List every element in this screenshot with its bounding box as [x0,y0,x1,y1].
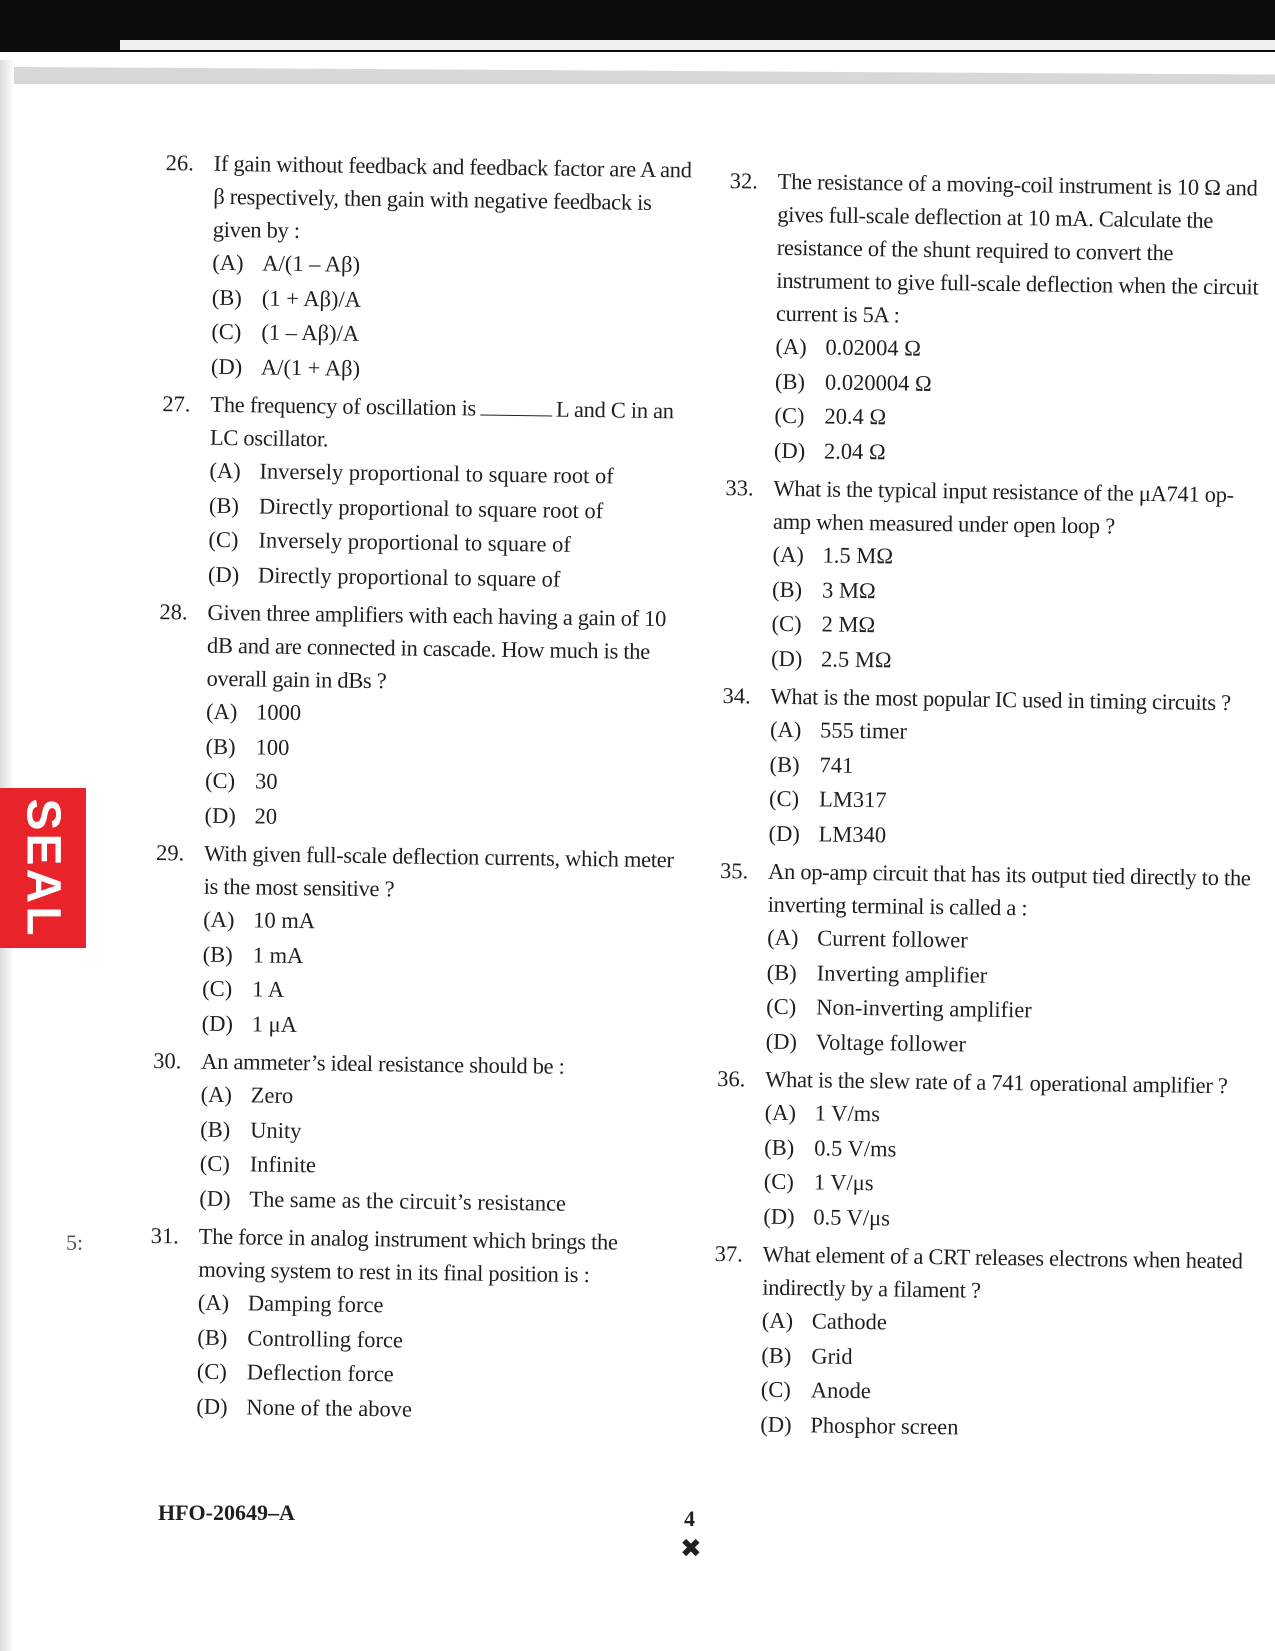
answer-option [763,1199,1247,1240]
option-text: Grid [811,1342,853,1369]
option-label: (B) [200,1116,231,1142]
option-label: (A) [775,333,807,360]
option-text: Zero [250,1082,294,1108]
option-text: 0.5 V/ms [814,1134,897,1162]
option-text: Directly proportional to square of [257,561,561,592]
question-text: If gain without feedback and feedback factor are A and β respectively, then gain with negative feedback is given by : [212,150,692,243]
option-text: Deflection force [246,1359,394,1387]
option-label: (C) [766,993,797,1020]
answer-option [205,729,689,770]
option-text: LM317 [818,786,887,813]
option-text: 1 A [252,976,285,1002]
option-text: 2.04 Ω [823,437,886,464]
option-label: (A) [772,541,804,568]
option-text: Damping force [247,1290,384,1318]
question-stem [767,855,1252,928]
right-question-column [704,164,1262,1452]
option-text: 30 [254,768,278,794]
question-stem [762,1238,1247,1311]
margin-mark: 5: [66,1230,84,1255]
option-label: (C) [202,975,233,1002]
option-label: (B) [761,1342,792,1368]
option-label: (C) [211,318,242,345]
answer-option [768,816,1252,857]
question-stem [203,837,688,910]
answer-option [208,557,692,598]
question-stem [210,388,695,461]
option-text: 1 mA [252,941,304,968]
option-label: (B) [766,959,797,985]
question-number: 28. [159,599,188,625]
answer-option [774,433,1258,474]
option-text: Cathode [811,1308,888,1335]
option-label: (A) [212,249,244,276]
option-label: (A) [209,457,241,484]
option-text: Current follower [817,925,968,953]
question-text: What is the typical input resistance of the μA741 op-amp when measured under open loop ? [772,475,1235,539]
option-text: 0.020004 Ω [824,368,932,396]
option-label: (C) [199,1150,230,1177]
fill-in-blank [480,395,552,417]
question-text: An op-amp circuit that has its output tied directly to the inverting terminal is called a : [767,858,1251,921]
option-text: Voltage follower [815,1028,967,1056]
option-text: A/(1 – Aβ) [262,250,361,277]
question-text: Given three amplifiers with each having a gain of 10 dB and are connected in cascade. How much is the overall gain in dBs ? [206,599,667,694]
option-label: (B) [205,733,236,759]
option-text: 1 μA [251,1010,298,1037]
question-35 [710,854,1253,1066]
question-stem [198,1220,683,1293]
option-label: (B) [211,284,243,310]
page-number: 4 [684,1506,695,1531]
option-text: 2.5 MΩ [820,645,892,672]
option-text: 100 [255,733,290,760]
option-label: (C) [204,767,236,794]
question-number: 30. [153,1048,182,1074]
question-number: 31. [150,1223,180,1249]
question-31 [140,1219,683,1431]
option-text: Inversely proportional to square root of [259,458,614,489]
question-stem [773,472,1258,545]
answer-option [199,1181,683,1222]
question-number: 32. [729,168,759,194]
option-text: Directly proportional to square root of [258,492,604,523]
left-question-column [140,146,698,1434]
seal-text: SEAL [16,797,70,939]
question-stem [213,147,698,253]
option-label: (A) [205,698,238,725]
option-label: (A) [761,1307,794,1334]
option-label: (C) [208,526,239,553]
answer-option [760,1407,1244,1448]
option-label: (A) [767,924,799,951]
option-label: (D) [204,802,237,828]
question-37 [704,1237,1247,1449]
option-label: (B) [771,576,803,602]
question-34 [712,679,1254,858]
option-label: (D) [207,561,240,587]
answer-option [204,798,688,839]
question-27 [152,387,695,599]
option-text: 2 MΩ [821,611,876,638]
option-text: 1 V/μs [813,1169,874,1196]
option-label: (C) [760,1376,792,1403]
answer-option [202,1006,686,1047]
answer-option [766,1024,1250,1065]
question-26 [155,146,698,391]
option-text: 1 V/ms [814,1100,881,1127]
option-label: (D) [768,820,801,846]
question-30 [143,1044,685,1223]
option-label: (A) [203,906,235,933]
cross-mark-icon: ✖ [680,1534,702,1564]
option-label: (B) [208,492,240,518]
option-label: (D) [763,1203,795,1229]
question-stem [776,165,1262,337]
answer-option [196,1389,680,1430]
option-text: 20.4 Ω [824,403,887,430]
question-text: What element of a CRT releases electrons when heated indirectly by a filament ? [762,1241,1243,1303]
option-text: 3 MΩ [821,576,876,603]
option-label: (C) [763,1168,794,1195]
question-number: 33. [725,475,754,501]
question-33 [715,471,1258,683]
option-label: (B) [764,1134,795,1160]
question-number: 36. [717,1066,746,1092]
option-label: (C) [771,610,802,637]
question-text: What is the most popular IC used in timing circuits ? [770,683,1231,716]
option-label: (A) [200,1081,233,1108]
option-text: 1000 [255,699,302,726]
option-label: (D) [760,1411,792,1437]
option-text: A/(1 + Aβ) [260,353,361,381]
question-36 [707,1062,1249,1241]
option-label: (A) [197,1289,230,1316]
scan-paper-edge [120,40,1275,50]
option-text: Unity [250,1116,302,1143]
option-text: 10 mA [253,907,316,934]
option-text: 555 timer [819,717,908,744]
question-number: 29. [155,840,185,866]
option-label: (C) [196,1358,228,1385]
seal-stamp [0,788,86,948]
question-number: 35. [719,858,749,884]
option-label: (D) [210,353,243,379]
option-text: Inversely proportional to square of [258,527,572,557]
paper-code: HFO-20649–A [158,1500,295,1525]
option-text: Controlling force [247,1324,404,1353]
question-text: What is the slew rate of a 741 operational amplifier ? [765,1066,1228,1099]
option-label: (A) [769,716,802,743]
question-32 [718,164,1262,475]
option-text: The same as the circuit’s resistance [249,1185,567,1216]
option-label: (C) [774,402,805,429]
question-text: An ammeter’s ideal resistance should be : [201,1048,565,1079]
option-text: Inverting amplifier [816,959,988,988]
question-number: 27. [162,391,191,417]
option-text: None of the above [246,1393,413,1422]
option-text: 1.5 MΩ [822,542,894,569]
option-label: (C) [768,785,800,812]
option-label: (D) [199,1185,231,1211]
option-text: 20 [254,802,278,829]
option-text: Anode [810,1377,872,1404]
option-text: LM340 [818,820,887,847]
option-text: Phosphor screen [810,1411,959,1439]
option-label: (B) [769,751,800,777]
option-label: (B) [197,1324,228,1350]
option-text: Infinite [249,1151,317,1178]
question-number: 26. [165,150,195,176]
option-text: 741 [819,751,854,778]
question-number: 37. [714,1241,744,1267]
question-text: With given full-scale deflection currents, which meter is the most sensitive ? [203,840,674,902]
option-text: (1 – Aβ)/A [261,319,360,346]
option-text: 0.02004 Ω [825,334,922,361]
answer-option [211,349,695,390]
question-text: The frequency of oscillation is [210,391,477,421]
option-label: (D) [201,1010,234,1036]
option-label: (B) [774,368,806,394]
option-label: (A) [764,1099,797,1126]
question-stem [206,596,691,702]
option-label: (D) [773,437,806,463]
option-label: (B) [202,941,233,967]
option-text: (1 + Aβ)/A [261,284,362,312]
option-label: (D) [765,1028,798,1054]
question-number: 34. [722,683,751,709]
question-29 [146,836,689,1048]
question-28 [148,595,691,840]
question-text: The force in analog instrument which brings the moving system to rest in its final position is : [198,1223,618,1288]
answer-option [771,641,1255,682]
option-text: Non-inverting amplifier [816,994,1032,1023]
question-text: The resistance of a moving-coil instrument is 10 Ω and gives full-scale deflection at 10 mA. Calculate the resistance of the shunt required to convert the instrument to give full-scale deflection when the circuit current is 5A : [775,168,1259,328]
option-label: (D) [770,645,803,671]
option-text: 0.5 V/μs [813,1203,891,1230]
option-label: (D) [196,1393,228,1419]
question-text-continued: L and C in an LC oscillator. [209,396,674,452]
